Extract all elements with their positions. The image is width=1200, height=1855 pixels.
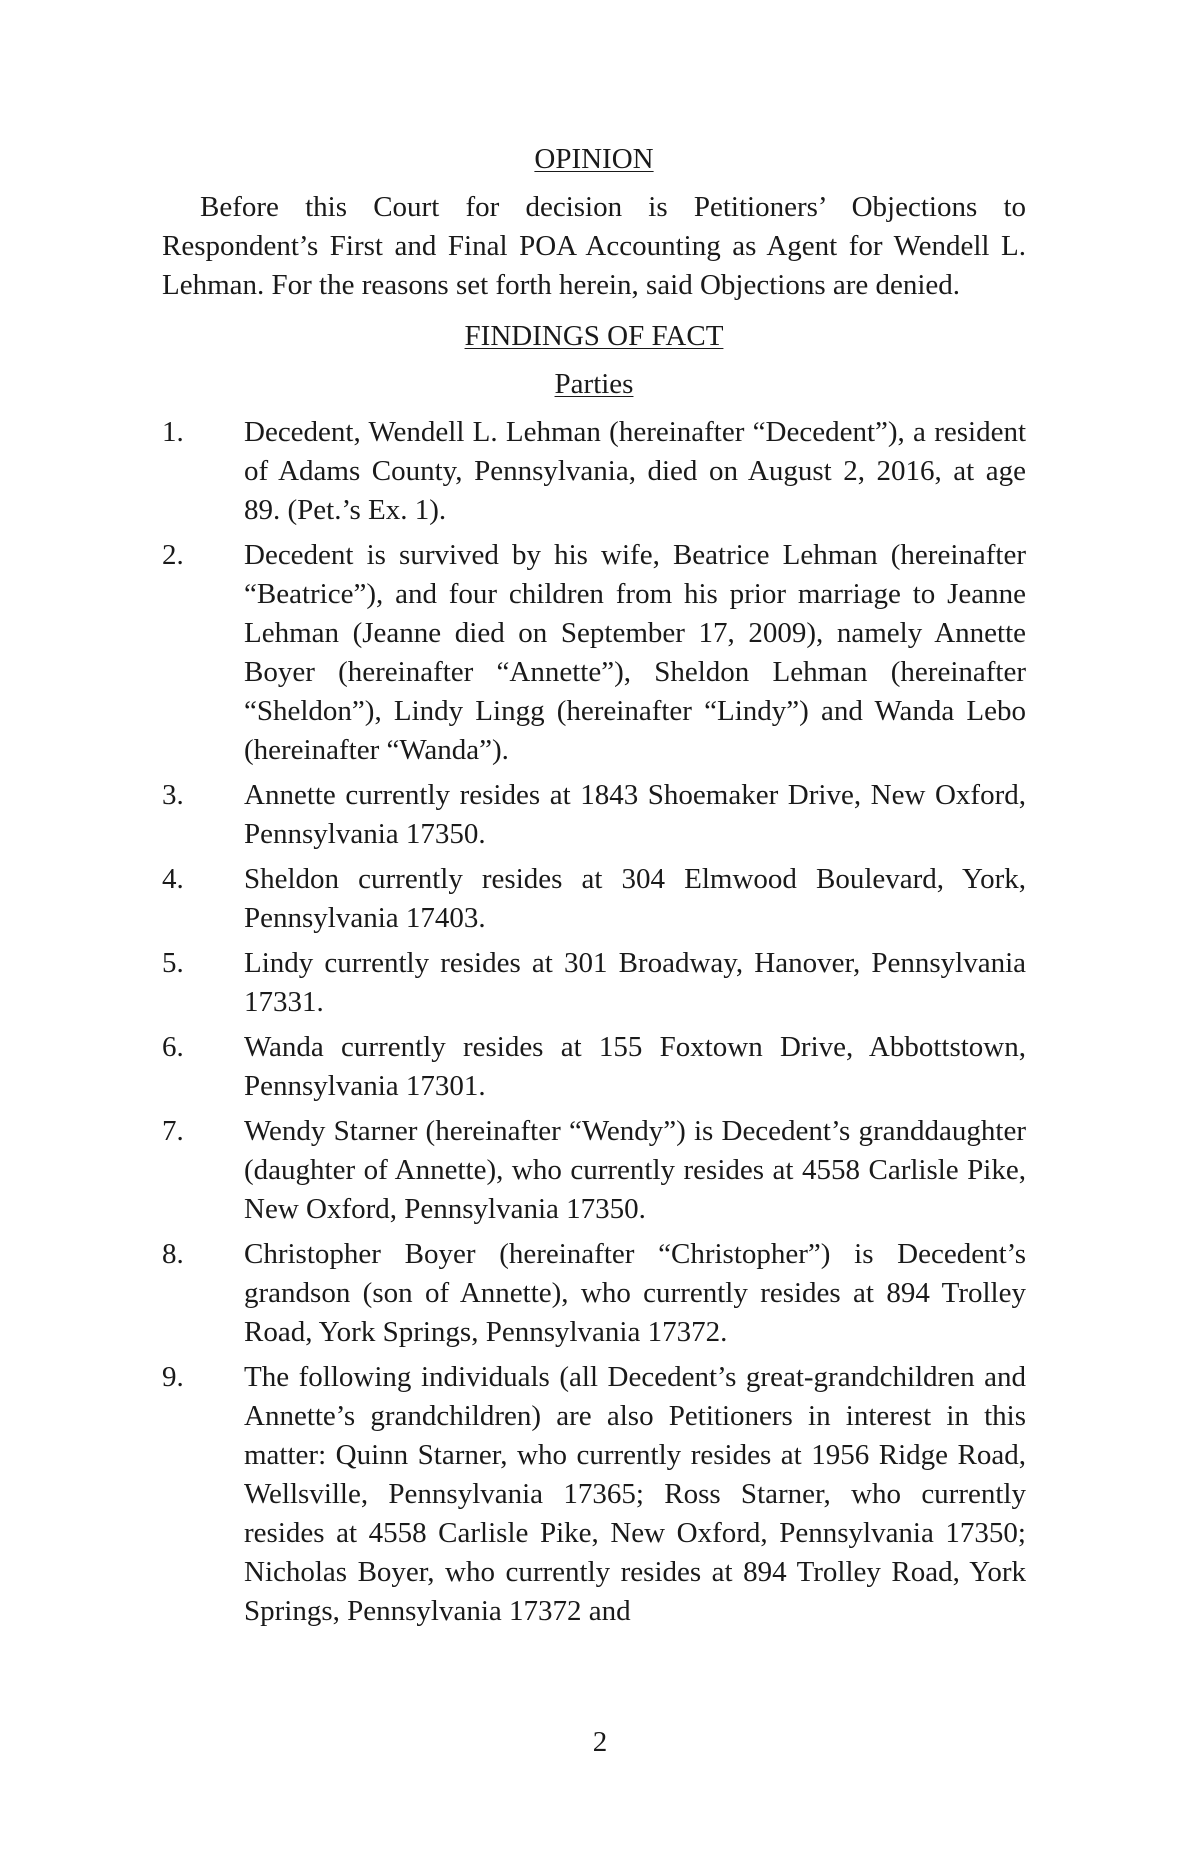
finding-item (162, 1112, 1026, 1229)
findings-of-fact-heading: FINDINGS OF FACT (464, 320, 724, 352)
page-number: 2 (592, 1726, 608, 1758)
finding-item (162, 1358, 1026, 1631)
finding-text: Sheldon currently resides at 304 Elmwood Boulevard, York, Pennsylvania 17403. (244, 863, 1026, 934)
finding-number: 2. (162, 539, 184, 571)
finding-text: Decedent, Wendell L. Lehman (hereinafter “Decedent”), a resident of Adams County, Pennsylvania, died on August 2, 2016, at age 89. (Pet.’s Ex. 1). (244, 416, 1026, 526)
finding-number: 9. (162, 1361, 184, 1393)
finding-item (162, 776, 1026, 854)
finding-text: The following individuals (all Decedent’s great-grandchildren and Annette’s grandchildren) are also Petitioners in interest in this matter: Quinn Starner, who currently resides at 1956 Ridge Road, Wellsville, Pennsylvania 17365; Ross Starner, who currently resides at 4558 Carlisle Pike, New Oxford, Pennsylvania 17350; Nicholas Boyer, who currently resides at 894 Trolley Road, York Springs, Pennsylvania 17372 and (244, 1361, 1026, 1627)
finding-item (162, 944, 1026, 1022)
finding-number: 6. (162, 1031, 184, 1063)
intro-paragraph: Before this Court for decision is Petitioners’ Objections to Respondent’s First and Final POA Accounting as Agent for Wendell L. Lehman. For the reasons set forth herein, said Objections are denied. (162, 191, 1026, 301)
finding-text: Christopher Boyer (hereinafter “Christopher”) is Decedent’s grandson (son of Annette), who currently resides at 894 Trolley Road, York Springs, Pennsylvania 17372. (244, 1238, 1026, 1348)
finding-text: Decedent is survived by his wife, Beatrice Lehman (hereinafter “Beatrice”), and four children from his prior marriage to Jeanne Lehman (Jeanne died on September 17, 2009), namely Annette Boyer (hereinafter “Annette”), Sheldon Lehman (hereinafter “Sheldon”), Lindy Lingg (hereinafter “Lindy”) and Wanda Lebo (hereinafter “Wanda”). (244, 539, 1026, 766)
parties-subheading: Parties (554, 368, 634, 400)
findings-list (162, 413, 1026, 1631)
finding-item (162, 1235, 1026, 1352)
finding-item (162, 536, 1026, 770)
opinion-heading: OPINION (534, 143, 654, 175)
finding-item (162, 413, 1026, 530)
document-page (162, 140, 1026, 1637)
finding-number: 4. (162, 863, 184, 895)
finding-item (162, 1028, 1026, 1106)
finding-number: 5. (162, 947, 184, 979)
finding-text: Annette currently resides at 1843 Shoemaker Drive, New Oxford, Pennsylvania 17350. (244, 779, 1026, 850)
finding-text: Lindy currently resides at 301 Broadway, Hanover, Pennsylvania 17331. (244, 947, 1026, 1018)
finding-item (162, 860, 1026, 938)
finding-number: 3. (162, 779, 184, 811)
finding-number: 1. (162, 416, 184, 448)
finding-text: Wanda currently resides at 155 Foxtown Drive, Abbottstown, Pennsylvania 17301. (244, 1031, 1026, 1102)
finding-text: Wendy Starner (hereinafter “Wendy”) is Decedent’s granddaughter (daughter of Annette), who currently resides at 4558 Carlisle Pike, New Oxford, Pennsylvania 17350. (244, 1115, 1026, 1225)
finding-number: 8. (162, 1238, 184, 1270)
finding-number: 7. (162, 1115, 184, 1147)
